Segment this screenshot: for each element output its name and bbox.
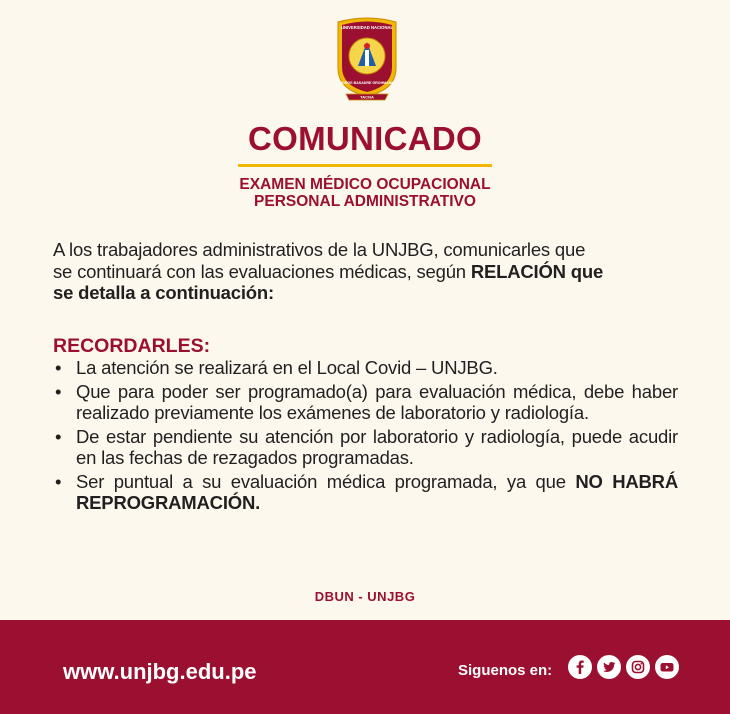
- intro-line-2-bold: RELACIÓN que: [470, 260, 604, 282]
- intro-line-1: A los trabajadores administrativos de la UNJBG, comunicarles que: [53, 239, 586, 260]
- list-item-text: Ser puntual a su evaluación médica programada, ya que: [76, 470, 576, 492]
- website-link[interactable]: www.unjbg.edu.pe: [63, 659, 257, 684]
- intro-line-2: [53, 261, 683, 283]
- follow-label: Siguenos en:: [458, 662, 553, 679]
- crest-text-bottom: TACNA: [360, 94, 374, 100]
- reminder-list: [53, 357, 678, 516]
- intro-line-3-bold: se detalla a continuación:: [53, 282, 274, 303]
- list-item: [53, 471, 678, 514]
- footer-bar: [0, 620, 730, 714]
- instagram-icon[interactable]: [626, 655, 650, 679]
- list-item: • Que para poder ser programado(a) para evaluación médica, debe haber realizado previamente los exámenes de laboratorio y radiología.: [53, 381, 678, 424]
- twitter-icon[interactable]: [597, 655, 621, 679]
- crest-text-top: UNIVERSIDAD NACIONAL: [340, 25, 394, 30]
- intro-line-2-text: se continuará con las evaluaciones médicas, según: [53, 260, 471, 282]
- social-icons: [568, 655, 679, 679]
- list-item-bold: NO HABRÁ REPROGRAMACIÓN.: [76, 470, 678, 513]
- university-crest-logo: [332, 16, 402, 102]
- signature: DBUN - UNJBG: [314, 589, 416, 604]
- subtitle-line-2: PERSONAL ADMINISTRATIVO: [254, 193, 476, 210]
- intro-paragraph: [53, 239, 683, 304]
- subtitle-line-1: EXAMEN MÉDICO OCUPACIONAL: [239, 176, 491, 193]
- title-underline: [238, 164, 492, 167]
- facebook-icon[interactable]: [568, 655, 592, 679]
- list-item: • De estar pendiente su atención por laboratorio y radiología, puede acudir en las fechas de rezagados programadas.: [53, 426, 678, 469]
- page-title: COMUNICADO: [248, 120, 482, 157]
- reminder-heading: RECORDARLES:: [53, 335, 211, 357]
- subtitle: [0, 176, 730, 210]
- crest-text-sides: JORGE BASADRE GROHMANN: [340, 81, 394, 85]
- intro-line-3: [53, 282, 683, 304]
- youtube-icon[interactable]: [655, 655, 679, 679]
- list-item: • La atención se realizará en el Local Covid – UNJBG.: [53, 357, 678, 379]
